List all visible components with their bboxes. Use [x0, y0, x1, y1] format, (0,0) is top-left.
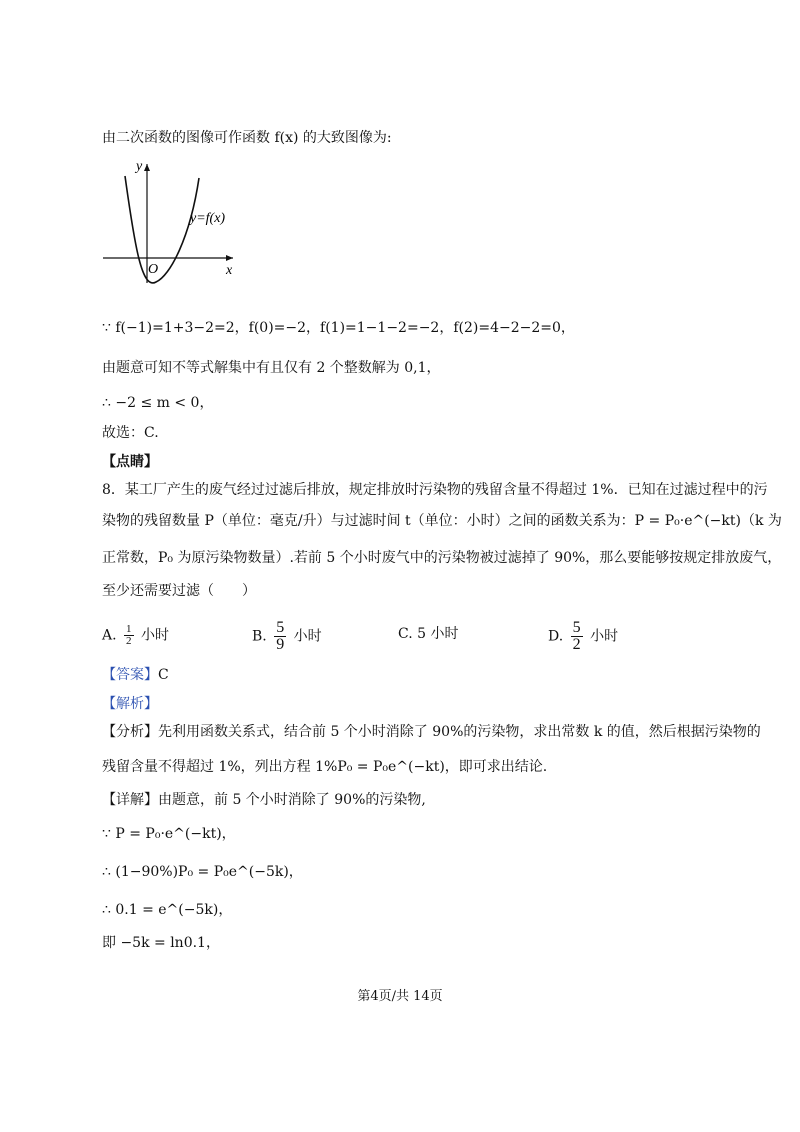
- integer-solutions-line: 由题意可知不等式解集中有且仅有 2 个整数解为 0,1，: [102, 360, 441, 376]
- fenxi-line-2: 残留含量不得超过 1%，列出方程 1%P₀ = P₀e^(−kt)，即可求出结论.: [102, 759, 548, 775]
- q8-line-4: 至少还需要过滤（ ）: [102, 583, 256, 599]
- y-axis-arrow-icon: [144, 164, 150, 171]
- xiangjie-line-3: ∴ (1−90%)P₀ = P₀e^(−5k)，: [102, 864, 303, 880]
- fenxi-text-1: 先利用函数关系式，结合前 5 个小时消除了 90%的污染物，求出常数 k 的值，然后根据污染物的: [158, 724, 761, 740]
- xiangjie-line-5: 即 −5k = ln0.1，: [102, 935, 220, 951]
- analysis-tag: 【解析】: [102, 696, 158, 712]
- fenxi-line-1: [102, 722, 761, 742]
- option-c: C. 5 小时: [398, 626, 459, 642]
- xiangjie-tag: 【详解】: [102, 792, 158, 808]
- xiangjie-text-1: 由题意，前 5 个小时消除了 90%的污染物,: [158, 792, 426, 808]
- q8-options: [102, 619, 740, 653]
- intro-text: 由二次函数的图像可作函数 f(x) 的大致图像为:: [102, 130, 392, 146]
- fenxi-tag: 【分析】: [102, 724, 158, 740]
- answer-value: C: [158, 667, 169, 683]
- dianjing-tag: 【点睛】: [102, 454, 158, 470]
- x-axis-arrow-icon: [226, 255, 233, 261]
- origin-label: O: [148, 262, 159, 277]
- page-footer: 第4页/共 14页: [357, 989, 443, 1004]
- option-d: D. $\frac{5}{2}$ 小时: [548, 619, 619, 653]
- curve-label: y=f(x): [190, 211, 226, 226]
- y-label: y: [136, 159, 143, 174]
- option-a: A. $\frac{1}{2}$ 小时: [102, 623, 169, 647]
- q8-line-3: 正常数，P₀ 为原污染物数量）.若前 5 个小时废气中的污染物被过滤掉了 90%，那么要能够按规定排放废气，: [102, 550, 782, 566]
- range-line: ∴ −2 ≤ m < 0，: [102, 395, 214, 411]
- function-graph: [98, 158, 238, 288]
- xiangjie-line-2: ∵ P = P₀·e^(−kt)，: [102, 826, 236, 842]
- xiangjie-line-4: ∴ 0.1 = e^(−5k)，: [102, 902, 233, 918]
- xiangjie-line-1: [102, 790, 740, 810]
- eval-line: ∵ f(−1)=1+3−2=2，f(0)=−2，f(1)=1−1−2=−2，f(2)=4−2−2=0，: [102, 320, 575, 336]
- q8-line-2: 染物的残留数量 P（单位：毫克/升）与过滤时间 t（单位：小时）之间的函数关系为：P = P₀·e^(−kt)（k 为: [102, 513, 782, 529]
- x-label: x: [226, 263, 233, 278]
- choice-line: 故选：C.: [102, 425, 159, 441]
- curve: [125, 176, 199, 283]
- option-b: B. $\frac{5}{9}$ 小时: [252, 619, 322, 653]
- q8-line-1: 8．某工厂产生的废气经过过滤后排放，规定排放时污染物的残留含量不得超过 1%．已知在过滤过程中的污: [102, 482, 768, 498]
- answer-line: [102, 665, 740, 685]
- answer-tag: 【答案】: [102, 667, 158, 683]
